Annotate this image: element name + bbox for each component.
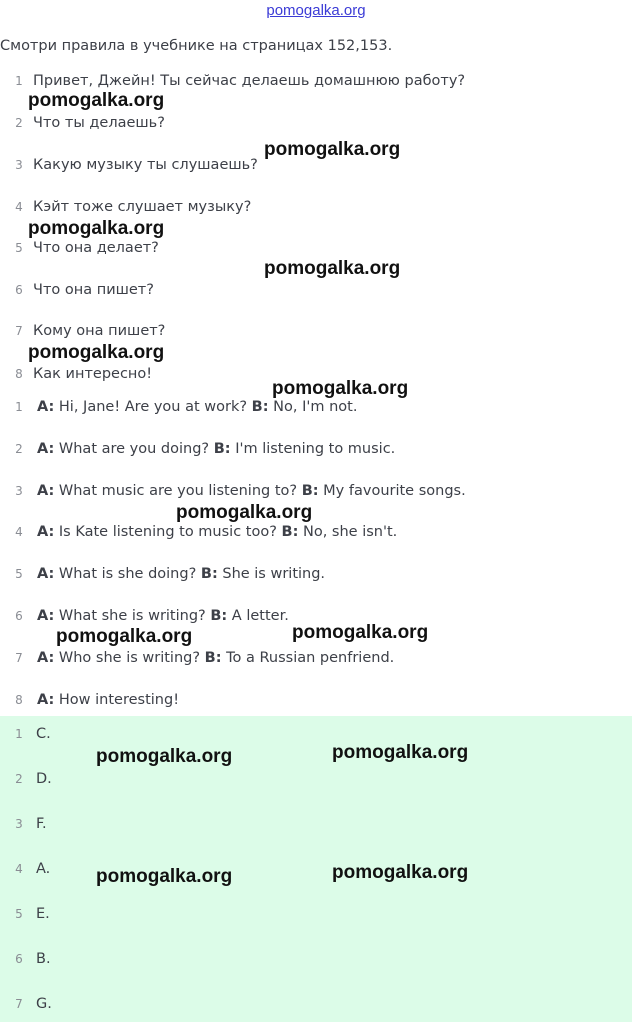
item-text: Что она делает? (33, 240, 159, 256)
item-text (37, 692, 179, 708)
item-text: F. (36, 816, 47, 832)
watermark: pomogalka.org (96, 746, 233, 767)
item-number: 8 (15, 693, 23, 707)
item-number: 2 (15, 442, 23, 456)
line-a: What are you doing? (54, 441, 214, 457)
line-b: To a Russian penfriend. (221, 650, 395, 666)
line-a: What is she doing? (54, 566, 201, 582)
watermark: pomogalka.org (28, 218, 165, 239)
item-text: Кому она пишет? (33, 323, 166, 339)
item-text: A. (36, 861, 51, 877)
intro-text: Смотри правила в учебнике на страницах 152,153. (0, 38, 393, 54)
speaker-a-label: A: (37, 650, 55, 666)
watermark: pomogalka.org (96, 866, 233, 887)
item-text (37, 608, 289, 624)
speaker-b-label: B: (301, 483, 319, 499)
watermark: pomogalka.org (176, 502, 313, 523)
item-number: 6 (15, 609, 23, 623)
header-link[interactable]: pomogalka.org (266, 2, 366, 19)
item-text: Что она пишет? (33, 282, 154, 298)
watermark: pomogalka.org (272, 378, 409, 399)
speaker-b-label: B: (200, 566, 218, 582)
item-number: 6 (15, 952, 23, 966)
item-text (37, 483, 466, 499)
answers-box (0, 716, 632, 1022)
watermark: pomogalka.org (332, 862, 469, 883)
item-number: 4 (15, 200, 23, 214)
item-number: 1 (15, 400, 23, 414)
line-a: How interesting! (54, 692, 180, 708)
item-number: 5 (15, 907, 23, 921)
item-text (37, 524, 397, 540)
item-number: 5 (15, 241, 23, 255)
item-number: 2 (15, 772, 23, 786)
item-number: 4 (15, 525, 23, 539)
speaker-b-label: B: (210, 608, 228, 624)
line-a: Who she is writing? (54, 650, 205, 666)
item-number: 1 (15, 74, 23, 88)
item-number: 7 (15, 324, 23, 338)
line-a: Is Kate listening to music too? (54, 524, 282, 540)
item-text: Кэйт тоже слушает музыку? (33, 199, 252, 215)
item-text: B. (36, 951, 51, 967)
line-a: Hi, Jane! Are you at work? (54, 399, 252, 415)
watermark: pomogalka.org (56, 626, 193, 647)
watermark: pomogalka.org (264, 258, 401, 279)
line-b: My favourite songs. (318, 483, 466, 499)
item-text: Что ты делаешь? (33, 115, 165, 131)
item-text: G. (36, 996, 52, 1012)
speaker-a-label: A: (37, 566, 55, 582)
line-b: I'm listening to music. (230, 441, 396, 457)
item-text: D. (36, 771, 52, 787)
speaker-b-label: B: (204, 650, 222, 666)
item-number: 3 (15, 817, 23, 831)
item-number: 8 (15, 367, 23, 381)
speaker-a-label: A: (37, 692, 55, 708)
item-number: 2 (15, 116, 23, 130)
item-text: E. (36, 906, 50, 922)
line-a: What she is writing? (54, 608, 211, 624)
item-text (37, 566, 325, 582)
line-b: She is writing. (217, 566, 326, 582)
line-b: No, I'm not. (268, 399, 358, 415)
speaker-a-label: A: (37, 524, 55, 540)
item-text (37, 650, 394, 666)
speaker-b-label: B: (251, 399, 269, 415)
item-text: Какую музыку ты слушаешь? (33, 157, 258, 173)
line-b: A letter. (227, 608, 289, 624)
speaker-b-label: B: (213, 441, 231, 457)
item-number: 1 (15, 727, 23, 741)
item-number: 7 (15, 651, 23, 665)
watermark: pomogalka.org (332, 742, 469, 763)
line-b: No, she isn't. (298, 524, 398, 540)
item-text (37, 399, 357, 415)
item-text: Привет, Джейн! Ты сейчас делаешь домашнюю работу? (33, 73, 466, 89)
item-text: Как интересно! (33, 366, 153, 382)
item-number: 5 (15, 567, 23, 581)
watermark: pomogalka.org (264, 139, 401, 160)
speaker-a-label: A: (37, 441, 55, 457)
item-number: 3 (15, 158, 23, 172)
item-number: 4 (15, 862, 23, 876)
speaker-a-label: A: (37, 399, 55, 415)
line-a: What music are you listening to? (54, 483, 302, 499)
item-number: 7 (15, 997, 23, 1011)
watermark: pomogalka.org (28, 342, 165, 363)
speaker-a-label: A: (37, 608, 55, 624)
watermark: pomogalka.org (292, 622, 429, 643)
speaker-b-label: B: (281, 524, 299, 540)
item-text: C. (36, 726, 51, 742)
watermark: pomogalka.org (28, 90, 165, 111)
item-number: 6 (15, 283, 23, 297)
item-text (37, 441, 395, 457)
item-number: 3 (15, 484, 23, 498)
speaker-a-label: A: (37, 483, 55, 499)
